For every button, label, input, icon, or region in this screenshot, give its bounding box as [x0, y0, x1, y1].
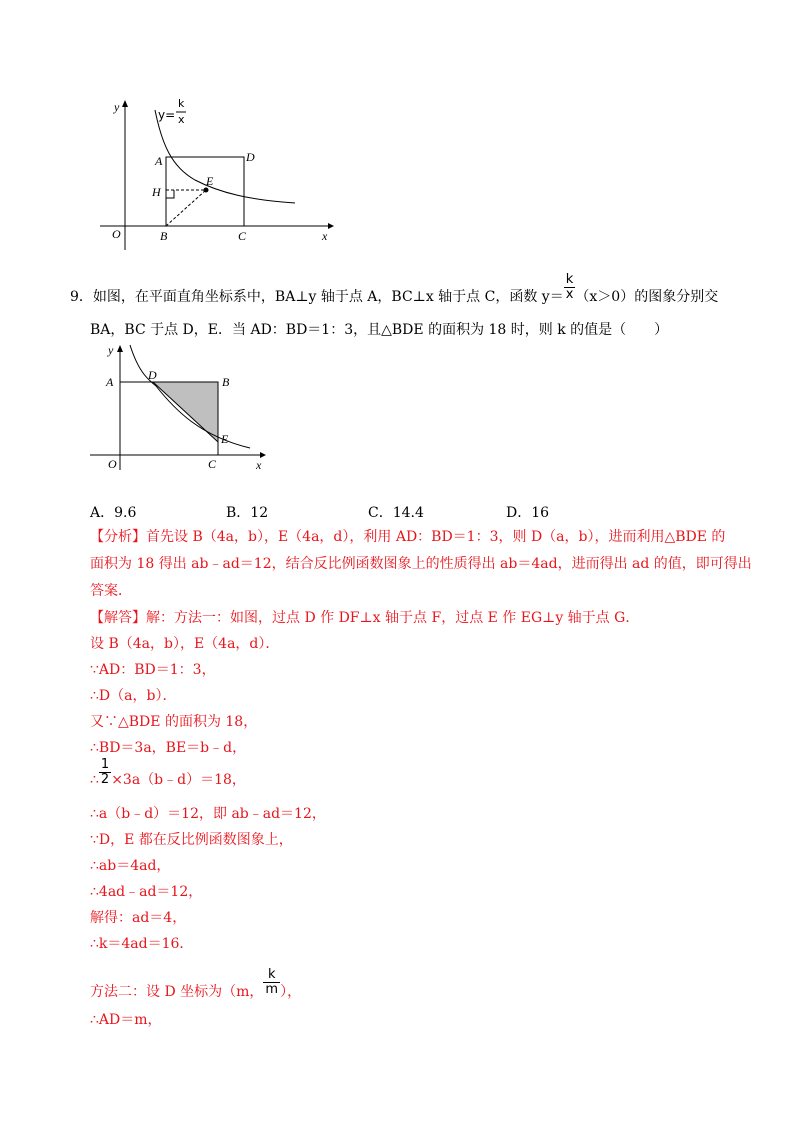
solution-line-14 [90, 966, 302, 1002]
fig1-point-e [204, 188, 209, 193]
solution-text-1: 解：方法一：如图，过点 D 作 DF⊥x 轴于点 F，过点 E 作 EG⊥y 轴于点 G． [146, 610, 640, 626]
fig1-label-e: E [206, 174, 214, 188]
solution-text-14-pre: 方法二：设 D 坐标为（m， [90, 984, 264, 1000]
fig2-y-arrow [117, 345, 123, 352]
solution-line-9: ∵D，E 都在反比例函数图象上， [90, 832, 293, 848]
figure-2 [90, 340, 290, 475]
fig1-y-label: y [114, 100, 120, 114]
solution-line-8: ∴a（b﹣d）＝12，即 ab﹣ad＝12， [90, 806, 326, 822]
fig1-origin-label: O [112, 227, 121, 241]
question-fraction-num: k [564, 273, 576, 288]
question-fraction-den: x [565, 286, 574, 302]
fig2-x-label: x [256, 458, 262, 472]
solution-line-13: ∴k＝4ad＝16． [90, 936, 194, 952]
fig2-label-e: E [221, 432, 229, 446]
option-c[interactable]: C．14.4 [368, 505, 424, 521]
fig1-x-arrow [328, 223, 334, 229]
question-fraction [564, 273, 576, 302]
solution-line-11: ∴4ad﹣ad＝12， [90, 884, 203, 900]
fig1-label-c: C [238, 229, 247, 243]
m-fraction-den: m [265, 981, 279, 997]
fig1-curve-x: x [178, 113, 185, 126]
fig2-y-label: y [108, 343, 114, 357]
analysis-tag: 【分析】 [90, 529, 146, 545]
fig2-label-c: C [208, 457, 217, 471]
solution-line-2: 设 B（4a，b），E（4a，d）． [90, 636, 280, 652]
analysis-line-2: 面积为 18 得出 ab﹣ad＝12，结合反比例函数图象上的性质得出 ab＝4ad，进而得出 ad 的值，即可得出 [90, 556, 752, 572]
solution-text-7-pre: ∴ [90, 772, 99, 788]
solution-line-6: ∴BD＝3a，BE＝b﹣d， [90, 740, 247, 756]
solution-line-3: ∵AD：BD＝1：3， [90, 662, 216, 678]
fig1-label-h: H [152, 185, 161, 199]
fig1-be-dashed [166, 190, 206, 226]
question-line-1 [70, 271, 719, 307]
half-num: 1 [100, 756, 110, 772]
option-b[interactable]: B．12 [226, 505, 269, 521]
fig1-label-b: B [160, 229, 168, 243]
fig2-origin-label: O [108, 457, 117, 471]
analysis-text-1: 首先设 B（4a，b），E（4a，d），利用 AD：BD＝1：3，则 D（a，b），进而利用△BDE 的 [146, 529, 726, 545]
figure-1 [100, 95, 340, 255]
solution-line-15: ∴AD＝m， [90, 1012, 162, 1028]
fig2-shaded-triangle [153, 382, 218, 442]
fig1-label-a: A [155, 154, 163, 168]
solution-text-7-post: ×3a（b﹣d）＝18， [111, 772, 246, 788]
half-den: 2 [100, 771, 110, 787]
fig1-y-arrow [122, 100, 128, 107]
m-fraction-num: k [263, 968, 280, 983]
fig1-curve-label: y= [158, 108, 176, 122]
fig1-right-angle [166, 190, 174, 198]
fig1-curve-k: k [178, 97, 185, 110]
question-line-2: BA，BC 于点 D，E．当 AD：BD＝1：3，且△BDE 的面积为 18 时，则 k 的值是（ ） [90, 322, 669, 338]
solution-line-10: ∴ab＝4ad， [90, 858, 171, 874]
solution-line-1 [90, 608, 639, 628]
solution-text-14-post: ）， [280, 984, 302, 1000]
half-fraction [99, 758, 111, 787]
question-text-1a: 如图，在平面直角坐标系中，BA⊥y 轴于点 A，BC⊥x 轴于点 C，函数 y＝ [92, 289, 564, 305]
fig1-x-label: x [322, 229, 328, 243]
solution-tag: 【解答】 [90, 610, 146, 626]
solution-line-4: ∴D（a，b）． [90, 688, 177, 704]
solution-line-7 [90, 756, 246, 790]
fig1-label-d: D [246, 150, 255, 164]
solution-line-5: 又∵△BDE 的面积为 18， [90, 714, 258, 730]
question-text-1b: （x＞0）的图象分别交 [575, 289, 719, 305]
analysis-line-1 [90, 527, 725, 547]
option-d[interactable]: D．16 [506, 505, 550, 521]
fig2-label-b: B [222, 375, 230, 389]
solution-line-12: 解得：ad＝4， [90, 910, 187, 926]
m-fraction [263, 968, 280, 997]
option-a[interactable]: A．9.6 [90, 505, 137, 521]
question-number: 9． [70, 289, 93, 305]
fig2-label-d: D [148, 368, 157, 382]
fig2-label-a: A [106, 375, 114, 389]
analysis-line-3: 答案． [90, 583, 132, 599]
